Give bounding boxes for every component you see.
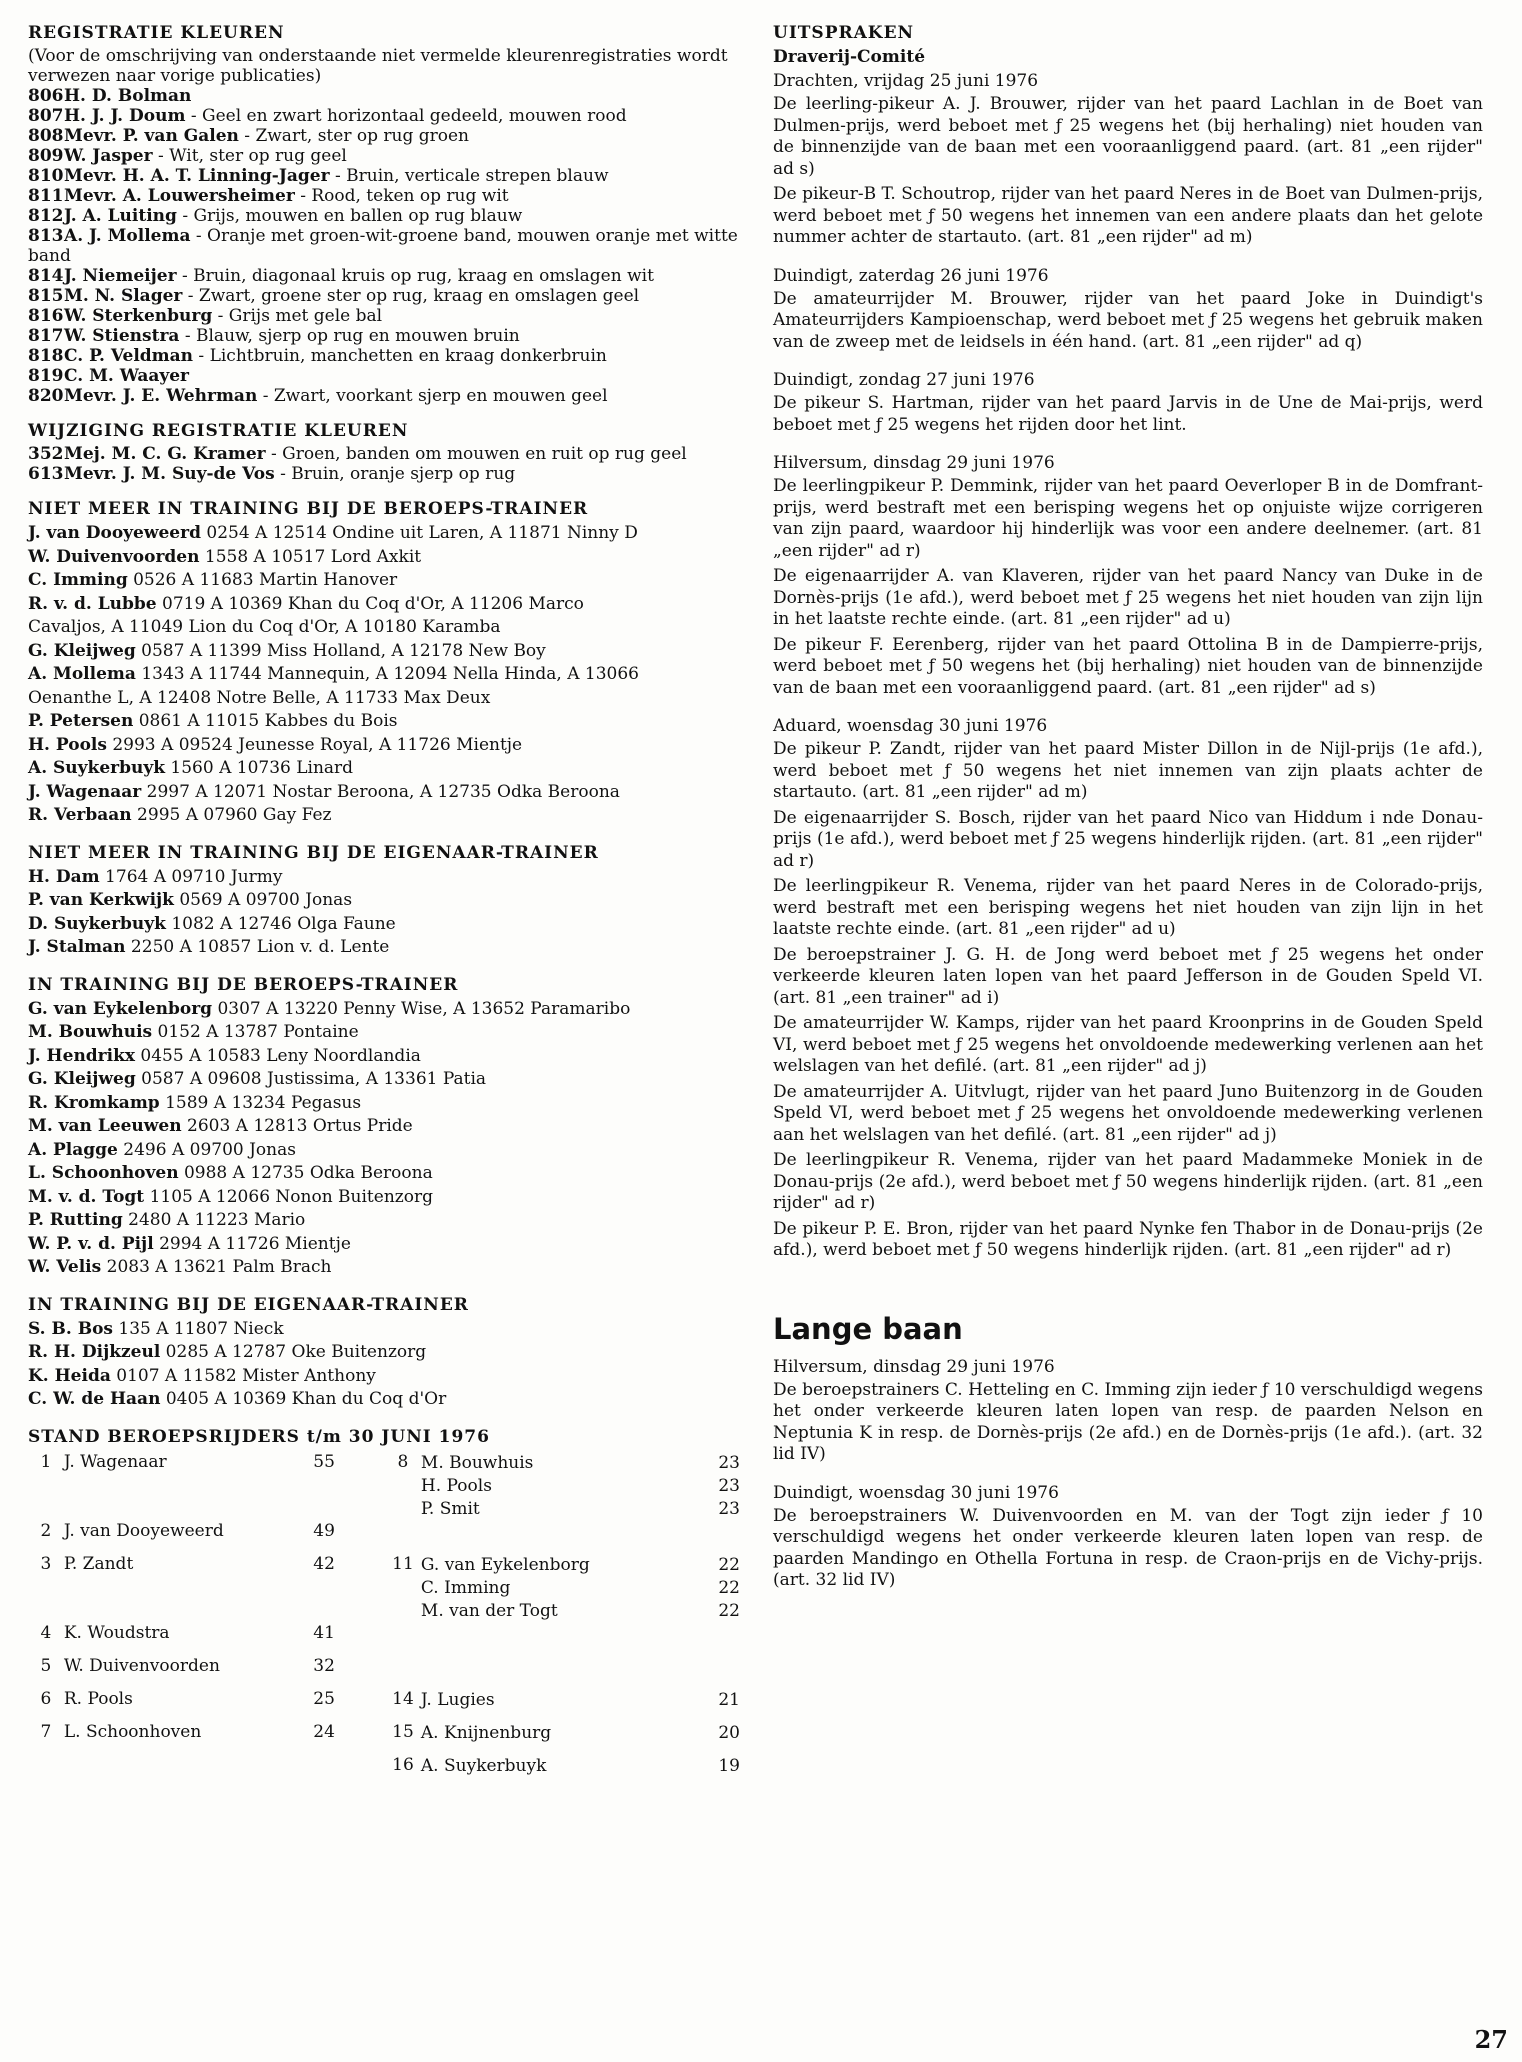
stand-points: 25 <box>313 1688 335 1709</box>
trainer-name: M. van Leeuwen <box>28 1116 182 1136</box>
registration-entry <box>28 464 740 484</box>
trainer-horses: 2480 A 11223 Mario <box>122 1210 306 1230</box>
trainer-name: P. Rutting <box>28 1210 123 1230</box>
registration-number: 820 <box>28 386 64 406</box>
trainer-horses: 1560 A 10736 Linard <box>165 758 354 778</box>
registration-owner: Mevr. P. van Galen <box>64 126 239 146</box>
ruling-paragraph: De pikeur S. Hartman, rijder van het paard Jarvis in de Une de Mai-prijs, werd beboet met ƒ 25 wegens het rijden door het lint. <box>773 393 1483 435</box>
ruling-paragraph: De beroepstrainer J. G. H. de Jong werd beboet met ƒ 25 wegens het onder verkeerde kleuren laten lopen van het paard Jefferson in de Gouden Speld VI. (art. 81 „een trainer" ad i) <box>773 944 1483 1008</box>
stand-rank <box>385 1521 421 1554</box>
stand-points: 22 <box>718 1554 740 1575</box>
in-training-beroeps-list <box>28 998 740 1280</box>
stand-table <box>28 1452 740 1788</box>
stand-points-group <box>680 1722 740 1755</box>
event-place-date: Hilversum, dinsdag 29 juni 1976 <box>773 1356 1055 1377</box>
section-title-lange-baan: Lange baan <box>773 1311 963 1346</box>
trainer-entry <box>28 936 740 960</box>
trainer-horses: 0107 A 11582 Mister Anthony <box>110 1365 376 1386</box>
section-title-wijziging: WIJZIGING REGISTRATIE KLEUREN <box>28 421 409 441</box>
right-column <box>773 22 1483 1596</box>
trainer-horses: 0526 A 11683 Martin Hanover <box>127 570 398 590</box>
ruling-paragraph: De leerlingpikeur P. Demmink, rijder van het paard Oeverloper B in de Domfrant-prijs, werd bestraft met een berisping wegens het op onjuiste wijze corrigeren van zijn paard, waardoor hij hinderlijk was voor een andere deelnemer. (art. 81 „een rijder" ad r) <box>773 476 1483 561</box>
registration-entry <box>28 266 740 286</box>
ruling-paragraph: De eigenaarrijder A. van Klaveren, rijder van het paard Nancy van Duke in de Dornès-prijs (1e afd.), werd beboet met ƒ 25 wegens het niet houden van zijn lijn in het laatste rechte einde. (art. 81 „een rijder" ad u) <box>773 566 1483 629</box>
registratie-intro: (Voor de omschrijving van onderstaande niet vermelde kleurenregistraties wordt verwezen naar vorige publicaties) <box>28 46 728 86</box>
trainer-horses: 2250 A 10857 Lion v. d. Lente <box>125 937 390 957</box>
registration-owner: W. Jasper <box>64 146 153 166</box>
registration-number: 813 <box>28 226 64 246</box>
registration-entry <box>28 146 740 166</box>
trainer-entry <box>28 640 740 664</box>
event-place-date: Aduard, woensdag 30 juni 1976 <box>773 716 1048 736</box>
trainer-horses: 1343 A 11744 Mannequin, A 12094 Nella Hinda, A 13066 <box>135 664 639 684</box>
trainer-entry <box>28 998 740 1022</box>
trainer-entry <box>28 593 740 617</box>
section-title-niet-meer-beroeps: NIET MEER IN TRAINING BIJ DE BEROEPS-TRAINER <box>28 499 589 519</box>
stand-rider: L. Schoonhoven <box>63 1721 202 1742</box>
trainer-name: P. van Kerkwijk <box>28 890 174 910</box>
stand-rider-group <box>421 1722 680 1755</box>
trainer-horses: 0405 A 10369 Khan du Coq d'Or <box>160 1389 447 1409</box>
stand-row <box>28 1452 740 1521</box>
trainer-entry <box>28 1233 740 1257</box>
stand-rider <box>64 1755 313 1788</box>
registration-owner: M. N. Slager <box>64 286 183 306</box>
registration-colours: - Bruin, verticale strepen blauw <box>329 166 609 186</box>
stand-points <box>313 1755 385 1788</box>
registration-entry <box>28 166 740 186</box>
trainer-name: H. Pools <box>28 734 107 755</box>
ruling-paragraph: De pikeur-B T. Schoutrop, rijder van het paard Neres in de Boet van Dulmen-prijs, werd beboet met ƒ 50 wegens het innemen van een andere plaats dan het gelote nummer achter de startauto. (art. 81 „een rijder" ad m) <box>773 184 1483 247</box>
trainer-name: M. v. d. Togt <box>28 1186 145 1207</box>
trainer-name: K. Heida <box>28 1365 111 1386</box>
registration-entry <box>28 306 740 326</box>
stand-points: 22 <box>718 1577 740 1598</box>
trainer-entry <box>28 804 740 828</box>
registration-owner: W. Stienstra <box>64 326 180 346</box>
trainer-entry <box>28 734 740 758</box>
trainer-entry <box>28 663 740 687</box>
trainer-horses: 1558 A 10517 Lord Axkit <box>199 546 422 567</box>
registration-owner: A. J. Mollema <box>64 226 191 246</box>
stand-rank: 11 <box>392 1553 414 1574</box>
page-number: 27 <box>1474 2025 1508 2054</box>
stand-row <box>28 1755 740 1788</box>
registration-number: 814 <box>28 266 64 286</box>
stand-rider: G. van Eykelenborg <box>420 1554 590 1575</box>
stand-rider: M. van der Togt <box>420 1600 558 1621</box>
trainer-horses: 0988 A 12735 Odka Beroona <box>178 1163 433 1183</box>
stand-rank <box>385 1623 421 1656</box>
trainer-name: R. Kromkamp <box>28 1092 160 1113</box>
lange-baan-events <box>773 1356 1483 1592</box>
trainer-entry <box>28 1045 740 1069</box>
stand-points-group <box>680 1554 740 1623</box>
trainer-horses: Oenanthe L, A 12408 Notre Belle, A 11733 Max Deux <box>28 687 491 708</box>
trainer-horses: 2603 A 12813 Ortus Pride <box>181 1116 413 1136</box>
registration-owner: Mevr. J. E. Wehrman <box>64 386 258 406</box>
wijziging-list <box>28 444 740 484</box>
stand-row <box>28 1554 740 1623</box>
registration-owner: Mej. M. C. G. Kramer <box>64 444 266 464</box>
trainer-entry <box>28 522 740 546</box>
trainer-name: A. Mollema <box>28 664 136 684</box>
stand-points: 49 <box>313 1520 335 1541</box>
stand-rider-group <box>421 1689 680 1722</box>
ruling-paragraph: De leerlingpikeur R. Venema, rijder van het paard Neres in de Colorado-prijs, werd bestraft met een berisping wegens het niet houden van zijn lijn in het laatste rechte einde. (art. 81 „een rijder" ad u) <box>773 876 1483 939</box>
trainer-entry <box>28 1092 740 1116</box>
trainer-entry <box>28 1068 740 1092</box>
registration-colours: - Bruin, oranje sjerp op rug <box>274 464 516 484</box>
registration-owner: J. A. Luiting <box>64 206 177 226</box>
stand-rank: 5 <box>40 1655 52 1676</box>
trainer-horses: 0719 A 10369 Khan du Coq d'Or, A 11206 Marco <box>156 593 584 614</box>
trainer-name: P. Petersen <box>28 711 134 731</box>
ruling-paragraph: De pikeur P. E. Bron, rijder van het paard Nynke fen Thabor in de Donau-prijs (2e afd.), werd beboet met ƒ 50 wegens hinderlijk rijden. (art. 81 „een rijder" ad r) <box>773 1218 1483 1260</box>
section-title-in-training-beroeps: IN TRAINING BIJ DE BEROEPS-TRAINER <box>28 974 459 995</box>
ruling-paragraph: De amateurrijder A. Uitvlugt, rijder van het paard Juno Buitenzorg in de Gouden Speld VI, werd beboet met ƒ 25 wegens het onvoldoende medewerking verlenen aan het welslagen van het defilé. (art. 81 „een rijder" ad j) <box>773 1081 1483 1145</box>
registration-number: 817 <box>28 326 64 346</box>
stand-rider-group <box>421 1656 680 1689</box>
trainer-horses: 1082 A 12746 Olga Faune <box>165 913 396 934</box>
registration-number: 613 <box>28 464 64 484</box>
registration-number: 806 <box>28 86 64 106</box>
registration-number: 812 <box>28 206 64 226</box>
registration-entry <box>28 126 740 146</box>
trainer-name: J. van Dooyeweerd <box>28 523 201 543</box>
registration-entry <box>28 386 740 406</box>
trainer-entry <box>28 1256 740 1280</box>
trainer-name: R. v. d. Lubbe <box>28 593 157 614</box>
trainer-horses: 0587 A 09608 Justissima, A 13361 Patia <box>135 1069 487 1089</box>
stand-rider-group <box>421 1755 680 1788</box>
registration-colours: - Zwart, ster op rug groen <box>238 126 469 146</box>
ruling-paragraph: De amateurrijder W. Kamps, rijder van het paard Kroonprins in de Gouden Speld VI, werd beboet met ƒ 25 wegens het onvoldoende medewerking verlenen aan het welslagen van het defilé. (art. 81 „een rijder" ad j) <box>773 1013 1483 1076</box>
registration-number: 809 <box>28 146 64 166</box>
trainer-horses: 1764 A 09710 Jurmy <box>99 866 283 887</box>
registration-colours: - Wit, ster op rug geel <box>152 146 347 166</box>
registration-number: 816 <box>28 306 64 326</box>
registration-colours: - Lichtbruin, manchetten en kraag donkerbruin <box>193 346 607 366</box>
stand-row <box>28 1656 740 1689</box>
registration-colours: - Groen, banden om mouwen en ruit op rug geel <box>265 444 687 464</box>
trainer-name: J. Stalman <box>28 937 126 957</box>
trainer-name: W. P. v. d. Pijl <box>28 1233 154 1254</box>
trainer-name: W. Velis <box>28 1257 102 1277</box>
registration-number: 808 <box>28 126 64 146</box>
trainer-horses: 0861 A 11015 Kabbes du Bois <box>133 711 398 731</box>
stand-points: 42 <box>313 1553 335 1574</box>
stand-points-group <box>680 1656 740 1689</box>
registration-owner: Mevr. H. A. T. Linning-Jager <box>64 166 330 186</box>
ruling-paragraph: De eigenaarrijder S. Bosch, rijder van het paard Nico van Hiddum i nde Donau-prijs (1e afd.), werd beboet met ƒ 25 wegens hinderlijk rijden. (art. 81 „een rijder" ad r) <box>773 807 1483 871</box>
registration-colours: - Rood, teken op rug wit <box>294 186 509 206</box>
stand-row <box>28 1689 740 1722</box>
trainer-name: G. Kleijweg <box>28 640 136 661</box>
registration-number: 807 <box>28 106 64 126</box>
trainer-entry <box>28 866 740 890</box>
ruling-paragraph: De leerlingpikeur R. Venema, rijder van het paard Madammeke Moniek in de Donau-prijs (2e afd.), werd beboet met ƒ 50 wegens hinderlijk rijden. (art. 81 „een rijder" ad r) <box>773 1150 1483 1213</box>
stand-rider: K. Woudstra <box>63 1622 170 1643</box>
registration-owner: J. Niemeijer <box>64 266 177 286</box>
stand-points: 22 <box>718 1600 740 1621</box>
trainer-entry <box>28 889 740 913</box>
stand-points: 23 <box>718 1498 740 1519</box>
trainer-name: C. Imming <box>28 570 128 590</box>
trainer-entry <box>28 1318 740 1342</box>
trainer-name: R. H. Dijkzeul <box>28 1342 161 1362</box>
registration-owner: Mevr. A. Louwersheimer <box>64 186 295 206</box>
trainer-entry <box>28 687 740 711</box>
trainer-name: A. Suykerbuyk <box>28 758 165 778</box>
trainer-name: W. Duivenvoorden <box>28 546 200 567</box>
trainer-entry <box>28 1341 740 1365</box>
registration-entry <box>28 444 740 464</box>
ruling-paragraph: De leerling-pikeur A. J. Brouwer, rijder van het paard Lachlan in de Boet van Dulmen-prijs, werd beboet met ƒ 25 wegens het (bij herhaling) niet houden van de binnenzijde van de baan met een vooraanliggend paard. (art. 81 „een rijder" ad s) <box>773 94 1483 179</box>
trainer-name: S. B. Bos <box>28 1318 113 1339</box>
stand-points: 21 <box>718 1689 740 1710</box>
trainer-horses: 0587 A 11399 Miss Holland, A 12178 New Boy <box>135 640 546 661</box>
stand-row <box>28 1722 740 1755</box>
stand-rider: P. Zandt <box>63 1553 134 1574</box>
stand-rank: 14 <box>392 1688 414 1709</box>
stand-rider-group <box>421 1623 680 1656</box>
registration-entry <box>28 226 740 266</box>
stand-points-group <box>680 1689 740 1722</box>
trainer-entry <box>28 757 740 781</box>
stand-rider-group <box>421 1554 680 1623</box>
stand-rider: J. van Dooyeweerd <box>63 1520 224 1541</box>
registration-number: 811 <box>28 186 64 206</box>
ruling-paragraph: De pikeur F. Eerenberg, rijder van het paard Ottolina B in de Dampierre-prijs, werd beboet met ƒ 50 wegens het (bij herhaling) niet houden van de binnenzijde van de baan met een vooraanliggend paard. (art. 81 „een rijder" ad s) <box>773 634 1483 698</box>
stand-points: 23 <box>718 1452 740 1473</box>
left-column <box>28 22 740 1788</box>
uitspraken-events <box>773 70 1483 1262</box>
stand-rank <box>28 1755 64 1788</box>
stand-points-group <box>680 1623 740 1656</box>
ruling-paragraph: De beroepstrainers W. Duivenvoorden en M. van der Togt zijn ieder ƒ 10 verschuldigd wegens het onder verkeerde kleuren laten lopen van resp. de paarden Mandingo en Othella Fortuna in resp. de Craon-prijs en de Vichy-prijs. (art. 32 lid IV) <box>773 1505 1483 1590</box>
stand-row <box>28 1623 740 1656</box>
registration-entry <box>28 366 740 386</box>
trainer-name: M. Bouwhuis <box>28 1022 153 1042</box>
registration-number: 819 <box>28 366 64 386</box>
trainer-name: R. Verbaan <box>28 805 132 825</box>
trainer-horses: 0307 A 13220 Penny Wise, A 13652 Paramaribo <box>212 998 631 1019</box>
stand-rank: 7 <box>40 1721 52 1742</box>
trainer-name: J. Hendrikx <box>28 1045 136 1066</box>
trainer-entry <box>28 1186 740 1210</box>
trainer-name: H. Dam <box>28 866 100 887</box>
trainer-horses: 0254 A 12514 Ondine uit Laren, A 11871 Ninny D <box>200 523 638 543</box>
ruling-paragraph: De beroepstrainers C. Hetteling en C. Imming zijn ieder ƒ 10 verschuldigd wegens het onder verkeerde kleuren laten lopen van resp. de paarden Nelson en Neptunia K in resp. de Dornès-prijs (2e afd.) en de Dornès-prijs (1e afd.). (art. 32 lid IV) <box>773 1379 1483 1464</box>
registration-colours: - Grijs, mouwen en ballen op rug blauw <box>176 206 523 226</box>
registration-number: 815 <box>28 286 64 306</box>
section-title-in-training-eigenaar: IN TRAINING BIJ DE EIGENAAR-TRAINER <box>28 1294 469 1315</box>
registration-entry <box>28 286 740 306</box>
stand-rider: J. Wagenaar <box>63 1451 167 1472</box>
event-place-date: Drachten, vrijdag 25 juni 1976 <box>773 71 1039 91</box>
stand-rider: C. Imming <box>420 1577 511 1598</box>
registratie-list <box>28 86 740 406</box>
stand-rank <box>385 1656 421 1689</box>
trainer-name: G. van Eykelenborg <box>28 998 213 1019</box>
section-title-niet-meer-eigenaar: NIET MEER IN TRAINING BIJ DE EIGENAAR-TRAINER <box>28 842 599 863</box>
trainer-entry <box>28 1115 740 1139</box>
stand-points: 24 <box>313 1721 335 1742</box>
stand-rider: H. Pools <box>420 1475 492 1496</box>
registration-entry <box>28 106 740 126</box>
registration-number: 818 <box>28 346 64 366</box>
stand-rank: 16 <box>392 1754 414 1775</box>
ruling-paragraph: De pikeur P. Zandt, rijder van het paard Mister Dillon in de Nijl-prijs (1e afd.), werd beboet met ƒ 50 wegens het niet innemen van zijn plaats achter de startauto. (art. 81 „een rijder" ad m) <box>773 739 1483 802</box>
trainer-entry <box>28 1139 740 1163</box>
trainer-entry <box>28 546 740 570</box>
section-title-uitspraken: UITSPRAKEN <box>773 23 915 43</box>
stand-rider: W. Duivenvoorden <box>63 1655 220 1676</box>
ruling-paragraph: De amateurrijder M. Brouwer, rijder van het paard Joke in Duindigt's Amateurrijders Kampioenschap, werd beboet met ƒ 25 wegens het gebruik maken van de zweep met de leidsels in één hand. (art. 81 „een rijder" ad q) <box>773 288 1483 352</box>
registration-entry <box>28 206 740 226</box>
trainer-horses: 1589 A 13234 Pegasus <box>159 1092 362 1113</box>
trainer-entry <box>28 913 740 937</box>
trainer-horses: 2995 A 07960 Gay Fez <box>131 805 332 825</box>
trainer-horses: 2997 A 12071 Nostar Beroona, A 12735 Odka Beroona <box>141 781 620 802</box>
registration-number: 810 <box>28 166 64 186</box>
trainer-horses: 2083 A 13621 Palm Brach <box>101 1257 332 1277</box>
registration-colours: - Blauw, sjerp op rug en mouwen bruin <box>179 326 520 346</box>
trainer-horses: Cavaljos, A 11049 Lion du Coq d'Or, A 10180 Karamba <box>28 617 501 637</box>
registration-owner: H. D. Bolman <box>64 86 192 106</box>
section-title-registratie: REGISTRATIE KLEUREN <box>28 23 285 43</box>
niet-meer-eigenaar-list <box>28 866 740 960</box>
stand-points: 32 <box>313 1655 335 1676</box>
stand-row <box>28 1521 740 1554</box>
stand-points-group <box>680 1452 740 1521</box>
registration-owner: W. Sterkenburg <box>64 306 213 326</box>
registration-number: 352 <box>28 444 64 464</box>
stand-rank: 8 <box>397 1451 409 1472</box>
registration-entry <box>28 326 740 346</box>
stand-points: 20 <box>718 1722 740 1743</box>
stand-points-group <box>680 1521 740 1554</box>
registration-entry <box>28 346 740 366</box>
event-place-date: Duindigt, zaterdag 26 juni 1976 <box>773 265 1049 286</box>
trainer-entry <box>28 569 740 593</box>
stand-rank: 4 <box>40 1622 52 1643</box>
stand-rider: P. Smit <box>420 1498 480 1519</box>
registration-owner: C. P. Veldman <box>64 346 194 366</box>
trainer-entry <box>28 616 740 640</box>
stand-rider-group <box>421 1521 680 1554</box>
trainer-name: G. Kleijweg <box>28 1069 136 1089</box>
trainer-name: D. Suykerbuyk <box>28 913 166 934</box>
niet-meer-beroeps-list <box>28 522 740 828</box>
stand-rider: A. Suykerbuyk <box>420 1755 547 1776</box>
in-training-eigenaar-list <box>28 1318 740 1412</box>
section-title-stand: STAND BEROEPSRIJDERS t/m 30 JUNI 1976 <box>28 1426 490 1447</box>
event-place-date: Duindigt, woensdag 30 juni 1976 <box>773 1482 1059 1503</box>
registration-owner: Mevr. J. M. Suy-de Vos <box>64 464 275 484</box>
trainer-horses: 2993 A 09524 Jeunesse Royal, A 11726 Mientje <box>106 734 523 755</box>
registration-colours: - Grijs met gele bal <box>212 306 383 326</box>
stand-points: 41 <box>313 1622 335 1643</box>
stand-rank: 1 <box>40 1451 52 1472</box>
stand-rank: 15 <box>392 1721 414 1742</box>
trainer-name: J. Wagenaar <box>28 781 142 802</box>
trainer-horses: 0285 A 12787 Oke Buitenzorg <box>160 1342 427 1362</box>
trainer-entry <box>28 1162 740 1186</box>
registration-entry <box>28 86 740 106</box>
trainer-entry <box>28 781 740 805</box>
stand-rider: J. Lugies <box>420 1689 495 1710</box>
section-subtitle-draverij: Draverij-Comité <box>773 47 926 67</box>
trainer-horses: 0569 A 09700 Jonas <box>173 890 353 910</box>
trainer-horses: 2994 A 11726 Mientje <box>153 1233 351 1254</box>
trainer-entry <box>28 1388 740 1412</box>
trainer-name: C. W. de Haan <box>28 1389 161 1409</box>
trainer-entry <box>28 710 740 734</box>
trainer-horses: 0152 A 13787 Pontaine <box>152 1022 359 1042</box>
stand-rider: R. Pools <box>63 1688 133 1709</box>
stand-points-group <box>680 1755 740 1788</box>
trainer-horses: 135 A 11807 Nieck <box>113 1318 284 1339</box>
registration-colours: - Zwart, voorkant sjerp en mouwen geel <box>257 386 608 406</box>
trainer-entry <box>28 1021 740 1045</box>
event-place-date: Duindigt, zondag 27 juni 1976 <box>773 370 1035 390</box>
registration-colours: - Geel en zwart horizontaal gedeeld, mouwen rood <box>185 106 627 126</box>
registration-colours: - Bruin, diagonaal kruis op rug, kraag en omslagen wit <box>176 266 654 286</box>
trainer-entry <box>28 1365 740 1389</box>
trainer-name: L. Schoonhoven <box>28 1163 179 1183</box>
registration-colours: - Zwart, groene ster op rug, kraag en omslagen geel <box>182 286 640 306</box>
event-place-date: Hilversum, dinsdag 29 juni 1976 <box>773 453 1055 473</box>
stand-rank: 3 <box>40 1553 52 1574</box>
stand-rank: 6 <box>40 1688 52 1709</box>
registration-entry <box>28 186 740 206</box>
trainer-horses: 1105 A 12066 Nonon Buitenzorg <box>144 1186 433 1207</box>
registration-owner: H. J. J. Doum <box>64 106 186 126</box>
trainer-entry <box>28 1209 740 1233</box>
registration-owner: C. M. Waayer <box>64 366 190 386</box>
stand-rider: A. Knijnenburg <box>420 1722 552 1743</box>
stand-points: 19 <box>718 1755 740 1776</box>
stand-rank: 2 <box>40 1520 52 1541</box>
stand-rider-group <box>421 1452 680 1521</box>
trainer-name: A. Plagge <box>28 1139 118 1160</box>
trainer-horses: 0455 A 10583 Leny Noordlandia <box>135 1045 421 1066</box>
registration-colours: - Oranje met groen-wit-groene band, mouwen oranje met witte band <box>28 226 738 266</box>
stand-points: 23 <box>718 1475 740 1496</box>
stand-points: 55 <box>313 1451 335 1472</box>
trainer-horses: 2496 A 09700 Jonas <box>117 1139 296 1160</box>
stand-rider: M. Bouwhuis <box>420 1452 534 1473</box>
